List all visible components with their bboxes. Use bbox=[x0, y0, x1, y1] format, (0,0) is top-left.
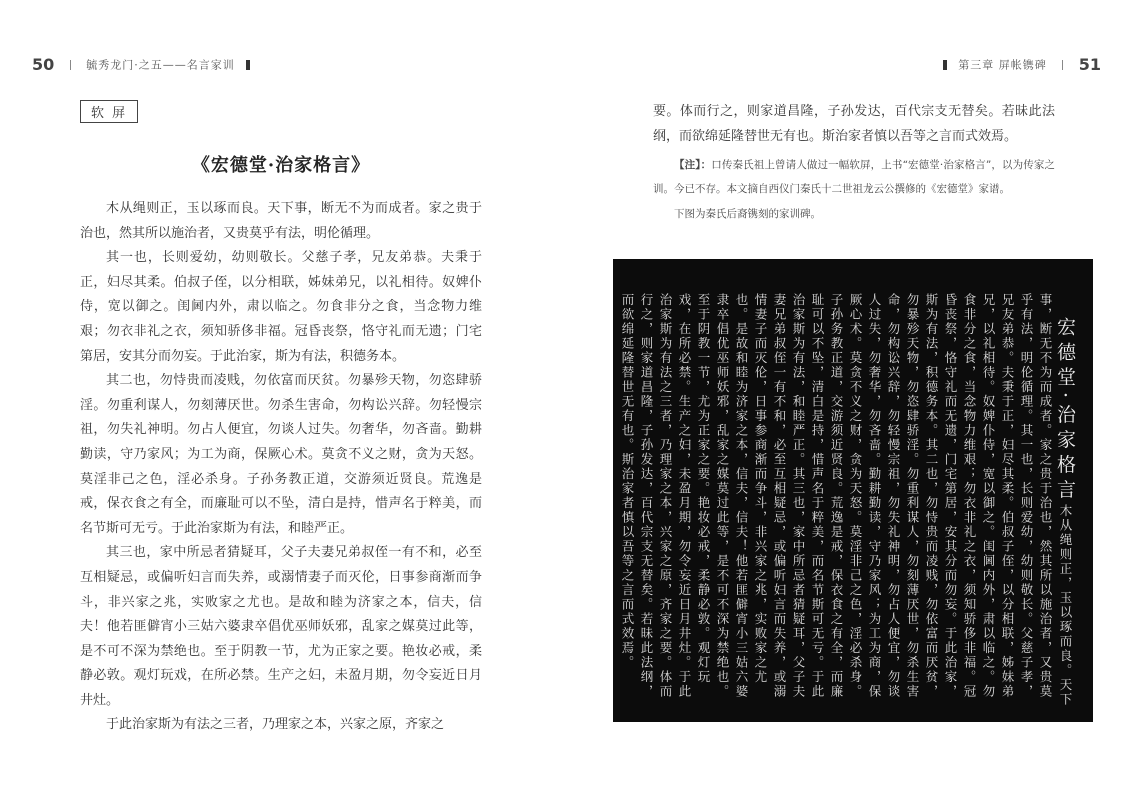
right-running-title: 第三章 屏帐镌碑 bbox=[958, 58, 1047, 72]
stele-title: 宏德堂·治家格言 bbox=[1054, 317, 1076, 505]
body-paragraph-continued: 要。体而行之，则家道昌隆，子孙发达，百代宗支无替矣。若昧此法纲，而欲绵延隆替世无有也。斯治家者慎以吾等之言而式效焉。 bbox=[653, 104, 1055, 144]
left-page-header bbox=[32, 55, 512, 79]
section-tag: 软 屏 bbox=[80, 100, 138, 123]
article-title: 《宏德堂·治家格言》 bbox=[191, 155, 371, 176]
note-label: 【注】： bbox=[674, 159, 712, 172]
header-block-mark bbox=[246, 60, 250, 70]
image-caption: 下图为秦氏后裔镌刻的家训碑。 bbox=[674, 208, 821, 221]
header-block-mark bbox=[943, 60, 947, 70]
stele-body: 木从绳则正，玉以琢而良。天下事，断无不为而成者。家之贵于治也，然其所以施治者，又贵莫乎有法，明伦循理。其一也，长则爱幼，幼则敬长。父慈子孝，兄友弟恭。夫秉于正，妇尽其柔。伯叔子侄，以分相联，姊妹弟兄，以礼相待。奴婢仆侍，宽以御之。闺阃内外，肃以临之。勿食非分之食，当念物力维艰；勿衣非礼之衣，须知骄侈非福。冠昏丧祭，恪守礼而无遗，门宅第居，安其分而勿妄。于此治家，斯为有法，积德务本。其二也，勿恃贵而凌贱，勿依富而厌贫，勿暴殄天物，勿恣肆骄淫。勿重利谋人，勿刻薄厌世，勿杀生害命，勿构讼兴辞，勿轻慢宗祖，勿失礼神明，勿占人便宜，勿谈人过失，勿奢华，勿吝啬。勤耕勤读，守乃家风；为工为商，保厥心术。莫贪不义之财，贪为天怒。莫淫非己之色，淫必杀身。子孙务教正道，交游须近贤良。荒逸是戒，保衣食之有全，而廉耻可以不坠，清白是持，惜声名于粹美，而名节斯可无亏。于此治家斯为有法，和睦严正。其三也，家中所忌者猜疑耳，父子夫妻兄弟叔侄一有不和，必至互相疑忌，或偏听妇言而失养，或溺情妻子而灭伦，日事参商渐而争斗，非兴家之兆，实败家之尤也。是故和睦为济家之本，信夫，信夫！他若匪僻宵小三姑六婆隶卒倡优巫师妖邪，乱家之媒莫过此等，是不可不深为禁绝也。至于阴教一节，尤为正家之要。艳妆必戒，柔静必敦。观灯玩戏，在所必禁。生产之妇，未盈月期，勿令妄近日月井灶。于此治家斯为有法之三者，乃理家之本，兴家之原，齐家之要。体而行之，则家道昌隆，子孙发达，百代宗支无替矣。若昧此法纲，而欲绵延隆替世无有也。斯治家者慎以吾等之言而式效焉。 bbox=[620, 293, 1073, 708]
annotation-note bbox=[653, 153, 1055, 201]
right-page-number: 51 bbox=[1078, 55, 1101, 74]
header-separator bbox=[70, 60, 71, 70]
body-paragraph: 其三也，家中所忌者猜疑耳，父子夫妻兄弟叔侄一有不和，必至互相疑忌，或偏听妇言而失养，或溺情妻子而灭伦，日事参商渐而争斗，非兴家之兆，实败家之尤也。是故和睦为济家之本，信夫，信夫！他若匪僻宵小三姑六婆隶卒倡优巫师妖邪，乱家之媒莫过此等，是不可不深为禁绝也。至于阴教一节，尤为正家之要。艳妆必戒，柔静必敦。观灯玩戏，在所必禁。生产之妇，未盈月期，勿令妄近日月井灶。 bbox=[80, 545, 482, 708]
note-text: 口传秦氏祖上曾请人做过一幅软屏，上书“宏德堂·治家格言”，以为传家之训。今已不存。本文摘自西仪门秦氏十二世祖龙云公撰修的《宏德堂》家谱。 bbox=[653, 159, 1056, 196]
body-paragraph: 其一也，长则爱幼，幼则敬长。父慈子孝，兄友弟恭。夫秉于正，妇尽其柔。伯叔子侄，以分相联，姊妹弟兄，以礼相待。奴婢仆侍，宽以御之。闺阃内外，肃以临之。勿食非分之食，当念物力维艰；勿衣非礼之衣，须知骄侈非福。冠昏丧祭，恪守礼而无遗；门宅第居，安其分而勿妄。于此治家，斯为有法，积德务本。 bbox=[80, 250, 482, 364]
left-page-number: 50 bbox=[32, 55, 55, 74]
body-paragraph: 木从绳则正，玉以琢而良。天下事，断无不为而成者。家之贵于治也，然其所以施治者，又贵莫乎有法，明伦循理。 bbox=[80, 201, 482, 241]
header-separator bbox=[1062, 60, 1063, 70]
body-paragraph: 其二也，勿恃贵而凌贱，勿依富而厌贫。勿暴殄天物，勿恣肆骄淫。勿重利谋人，勿刻薄厌世。勿杀生害命，勿构讼兴辞。勿轻慢宗祖，勿失礼神明。勿占人便宜，勿谈人过失。勿奢华，勿吝啬。勤耕勤读，守乃家风；为工为商，保厥心术。莫贪不义之财，贪为天怒。莫淫非己之色，淫必杀身。子孙务教正道，交游须近贤良。荒逸是戒，保衣食之有全，而廉耻可以不坠，清白是持，惜声名于粹美，而名节斯可无亏。于此治家斯为有法，和睦严正。 bbox=[80, 373, 482, 536]
left-page bbox=[80, 100, 482, 738]
right-page bbox=[653, 100, 1055, 225]
stele-inscription-image bbox=[613, 259, 1093, 722]
stele-vertical-text bbox=[618, 293, 1075, 713]
body-paragraph: 于此治家斯为有法之三者，乃理家之本，兴家之原，齐家之 bbox=[106, 717, 445, 733]
right-page-header bbox=[861, 55, 1101, 79]
left-running-title: 毓秀龙门·之五——名言家训 bbox=[86, 58, 235, 72]
